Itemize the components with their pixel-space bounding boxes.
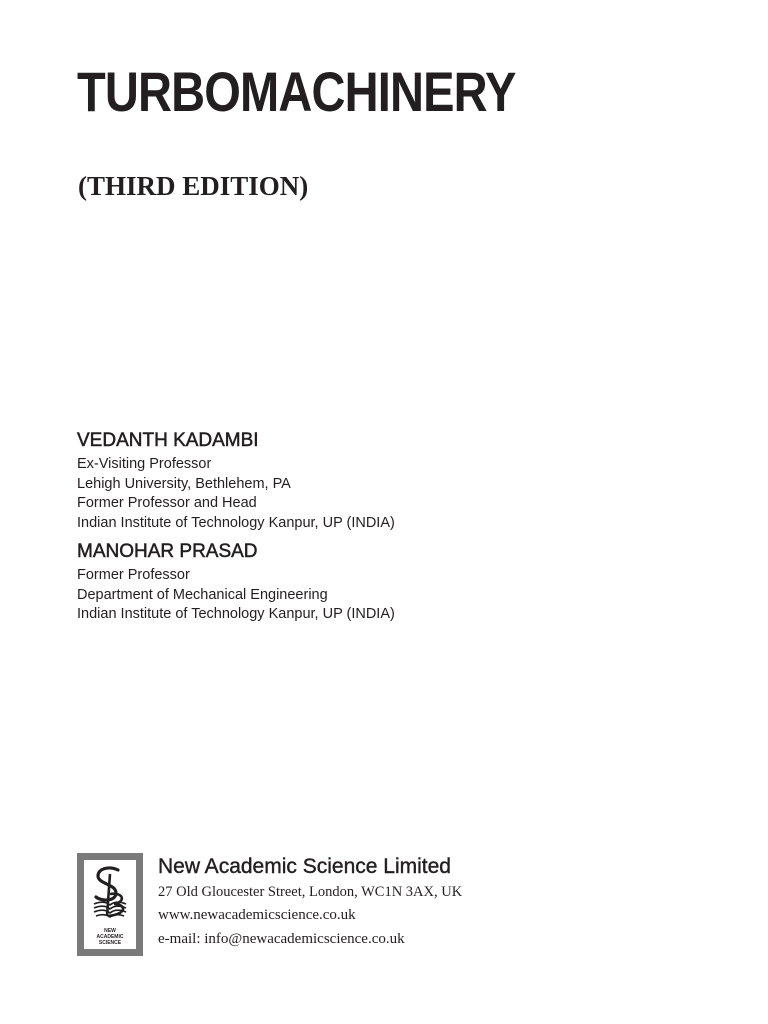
author-affiliation-line: Indian Institute of Technology Kanpur, UP (INDIA) bbox=[77, 606, 395, 622]
publisher-logo bbox=[77, 853, 143, 956]
publisher-website[interactable]: www.newacademicscience.co.uk bbox=[158, 907, 356, 923]
author-block-kadambi bbox=[77, 428, 395, 533]
author-name: VEDANTH KADAMBI bbox=[77, 430, 259, 451]
book-title: TURBOMACHINERY bbox=[77, 60, 516, 123]
logo-text-line: NEW bbox=[104, 928, 116, 934]
author-name: MANOHAR PRASAD bbox=[77, 541, 258, 562]
logo-text-line: SCIENCE bbox=[98, 940, 122, 946]
author-affiliation-line: Former Professor and Head bbox=[77, 495, 257, 511]
publisher-address: 27 Old Gloucester Street, London, WC1N 3AX, UK bbox=[158, 884, 463, 900]
author-affiliation-line: Lehigh University, Bethlehem, PA bbox=[77, 475, 291, 492]
author-affiliation-line: Ex-Visiting Professor bbox=[77, 456, 212, 472]
author-affiliation-line: Former Professor bbox=[77, 567, 190, 583]
nas-logo-icon bbox=[88, 864, 132, 924]
publisher-email[interactable]: e-mail: info@newacademicscience.co.uk bbox=[158, 931, 405, 947]
publisher-info bbox=[158, 853, 462, 951]
logo-text-line: ACADEMIC bbox=[96, 934, 124, 940]
author-affiliation-line: Department of Mechanical Engineering bbox=[77, 586, 328, 603]
publisher-name: New Academic Science Limited bbox=[158, 855, 451, 878]
author-affiliation-line: Indian Institute of Technology Kanpur, UP (INDIA) bbox=[77, 514, 395, 531]
publisher-logo-inner bbox=[84, 860, 136, 949]
author-block-prasad bbox=[77, 539, 395, 625]
book-edition: (THIRD EDITION) bbox=[78, 171, 309, 201]
